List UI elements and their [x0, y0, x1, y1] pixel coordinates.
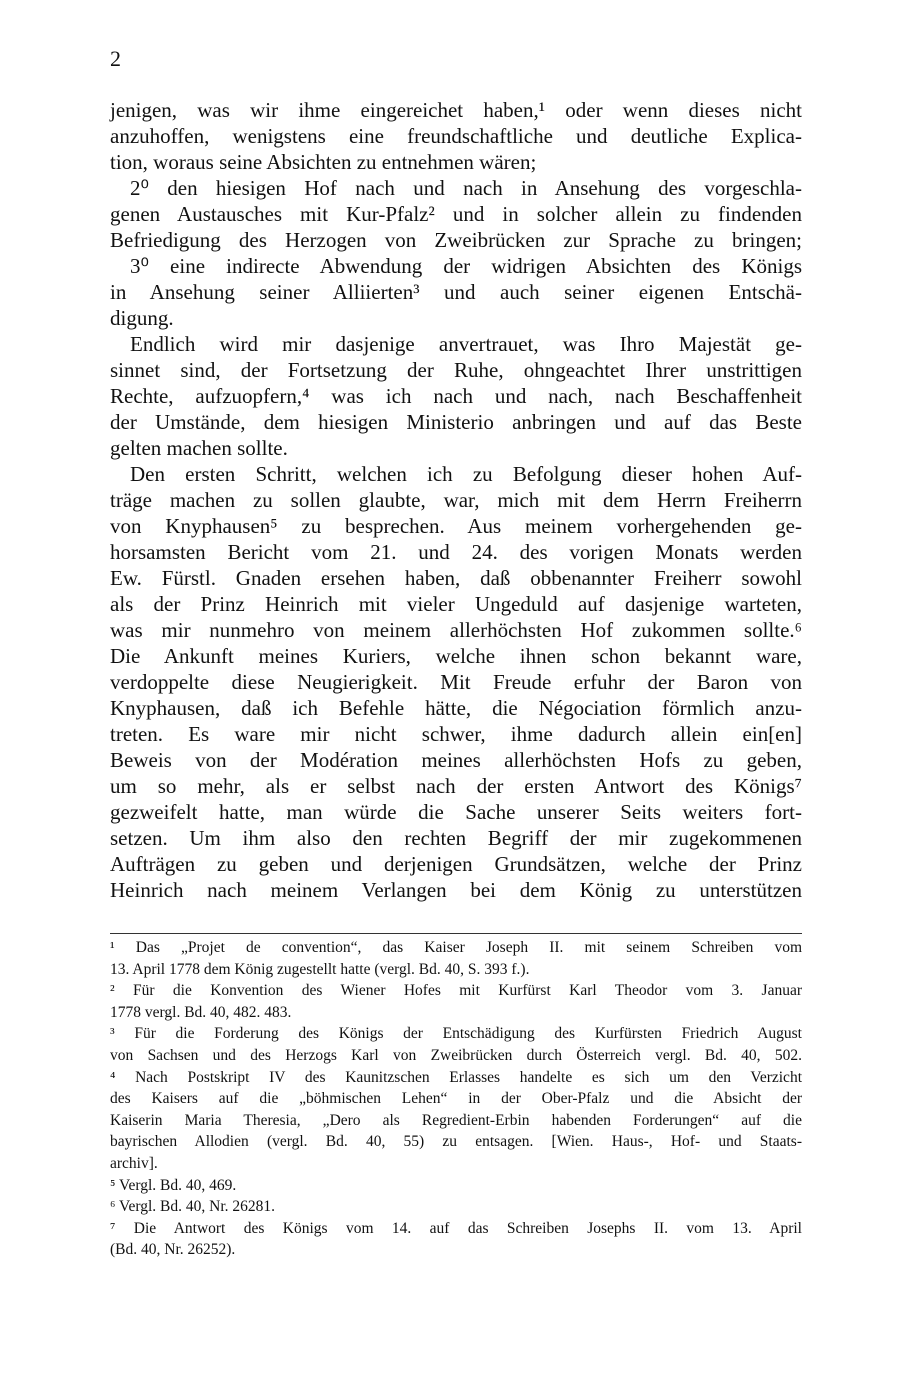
footnote-line: ¹ Das „Projet de convention“, das Kaiser Joseph II. mit seinem Schreiben vom: [110, 939, 802, 956]
body-line: Befriedigung des Herzogen von Zweibrücken zur Sprache zu bringen;: [110, 228, 802, 252]
footnote-line: ⁴ Nach Postskript IV des Kaunitzschen Erlasses handelte es sich um den Verzicht: [110, 1068, 802, 1086]
footnote-line: (Bd. 40, Nr. 26252).: [110, 1241, 236, 1259]
footnote-line: des Kaisers auf die „böhmischen Lehen“ in der Ober-Pfalz und die Absicht der: [110, 1090, 802, 1108]
footnote-line: ⁵ Vergl. Bd. 40, 469.: [110, 1176, 237, 1194]
body-line: Ew. Fürstl. Gnaden ersehen haben, daß obbenannter Freiherr sowohl: [110, 566, 802, 590]
body-line: von Knyphausen⁵ zu besprechen. Aus meinem vorhergehenden ge-: [110, 514, 802, 538]
page-number: 2: [110, 46, 121, 71]
footnote-divider: [110, 933, 802, 934]
body-line: der Umstände, dem hiesigen Ministerio anbringen und auf das Beste: [110, 410, 802, 434]
footnote-line: 13. April 1778 dem König zugestellt hatte (vergl. Bd. 40, S. 393 f.).: [110, 960, 530, 978]
footnote-line: ² Für die Konvention des Wiener Hofes mit Kurfürst Karl Theodor vom 3. Januar: [110, 982, 802, 1000]
footnote-line: 1778 vergl. Bd. 40, 482. 483.: [110, 1003, 292, 1021]
body-line: gelten machen sollte.: [110, 436, 288, 460]
body-line: was mir nunmehro von meinem allerhöchsten Hof zukommen sollte.⁶: [110, 618, 802, 642]
body-line: 3⁰ eine indirecte Abwendung der widrigen Absichten des Königs: [130, 254, 802, 278]
body-text: [110, 97, 802, 903]
body-line: horsamsten Bericht vom 21. und 24. des vorigen Monats werden: [110, 540, 802, 564]
body-line: gezweifelt hatte, man würde die Sache unserer Seits weiters fort-: [110, 800, 802, 824]
body-line: jenigen, was wir ihme eingereichet haben,¹ oder wenn dieses nicht: [110, 98, 802, 122]
footnote-line: von Sachsen und des Herzogs Karl von Zweibrücken durch Österreich vergl. Bd. 40, 502.: [110, 1046, 802, 1064]
body-line: sinnet sind, der Fortsetzung der Ruhe, ohngeachtet Ihrer unstrittigen: [110, 358, 802, 382]
body-line: genen Austausches mit Kur-Pfalz² und in solcher allein zu findenden: [110, 202, 802, 226]
body-line: um so mehr, als er selbst nach der ersten Antwort des Königs⁷: [110, 774, 802, 798]
body-line: 2⁰ den hiesigen Hof nach und nach in Ansehung des vorgeschla-: [130, 176, 802, 200]
footnote-line: ⁶ Vergl. Bd. 40, Nr. 26281.: [110, 1198, 276, 1216]
body-line: als der Prinz Heinrich mit vieler Ungeduld auf dasjenige warteten,: [110, 592, 802, 616]
body-line: anzuhoffen, wenigstens eine freundschaftliche und deutliche Explica-: [110, 124, 802, 148]
body-line: tion, woraus seine Absichten zu entnehmen wären;: [110, 150, 537, 174]
body-line: treten. Es ware mir nicht schwer, ihme dadurch allein ein[en]: [110, 722, 802, 746]
body-line: träge machen zu sollen glaubte, war, mich mit dem Herrn Freiherrn: [110, 488, 802, 512]
footnote-line: archiv].: [110, 1154, 158, 1172]
body-line: Endlich wird mir dasjenige anvertrauet, was Ihro Majestät ge-: [130, 332, 802, 356]
body-line: Beweis von der Modération meines allerhöchsten Hofs zu geben,: [110, 748, 802, 772]
body-line: in Ansehung seiner Alliierten³ und auch seiner eigenen Entschä-: [110, 280, 802, 304]
body-line: setzen. Um ihm also den rechten Begriff der mir zugekommenen: [110, 826, 802, 850]
body-line: verdoppelte diese Neugierigkeit. Mit Freude erfuhr der Baron von: [110, 670, 802, 694]
body-line: Den ersten Schritt, welchen ich zu Befolgung dieser hohen Auf-: [130, 462, 802, 486]
body-line: digung.: [110, 306, 174, 330]
footnotes: [110, 937, 802, 1261]
body-line: Rechte, aufzuopfern,⁴ was ich nach und nach, nach Beschaffenheit: [110, 384, 802, 408]
footnote-line: ⁷ Die Antwort des Königs vom 14. auf das Schreiben Josephs II. vom 13. April: [110, 1219, 802, 1237]
footnote-line: Kaiserin Maria Theresia, „Dero als Regredient-Erbin habenden Forderungen“ auf die: [110, 1111, 802, 1129]
body-line: Die Ankunft meines Kuriers, welche ihnen schon bekannt ware,: [110, 644, 802, 668]
footnote-line: ³ Für die Forderung des Königs der Entschädigung des Kurfürsten Friedrich August: [110, 1025, 802, 1043]
body-line: Knyphausen, daß ich Befehle hätte, die Négociation förmlich anzu-: [110, 696, 802, 720]
body-line: Aufträgen zu geben und derjenigen Grundsätzen, welche der Prinz: [110, 852, 802, 876]
footnote-line: bayrischen Allodien (vergl. Bd. 40, 55) zu entsagen. [Wien. Haus-, Hof- und Staats-: [110, 1133, 802, 1151]
body-line: Heinrich nach meinem Verlangen bei dem König zu unterstützen: [110, 878, 802, 902]
